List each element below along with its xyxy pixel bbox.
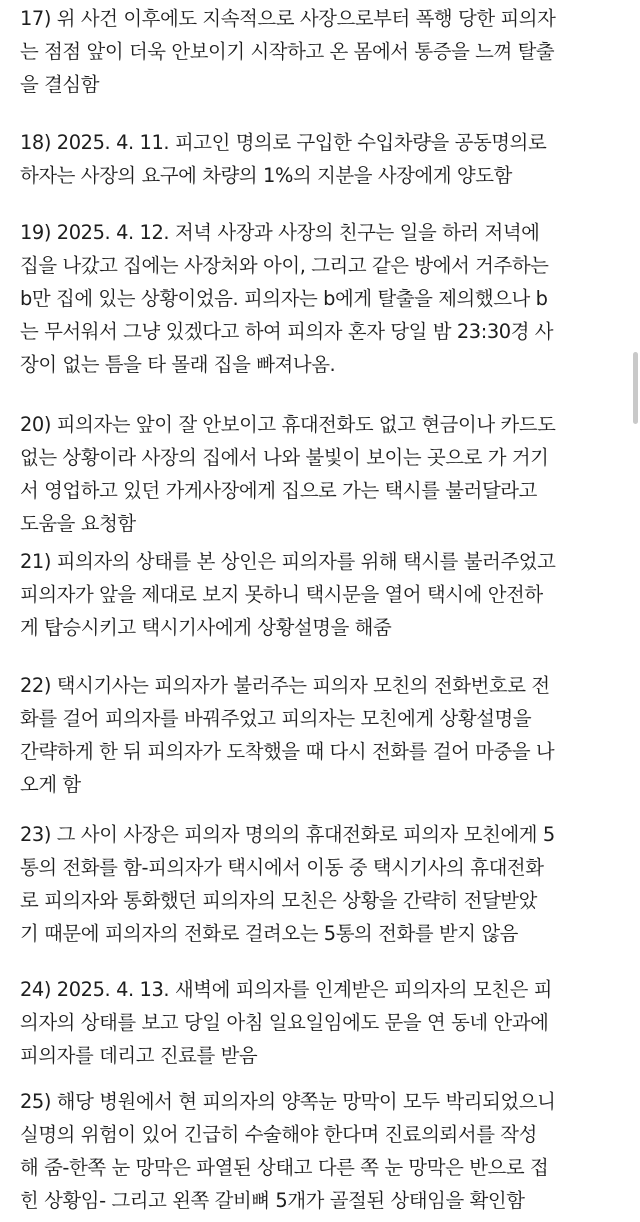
scrollbar-thumb[interactable]	[633, 352, 638, 424]
text-line: 간략하게 한 뒤 피의자가 도착했을 때 다시 전화를 걸어 마중을 나	[20, 740, 555, 763]
text-line: b만 집에 있는 상황이었음. 피의자는 b에게 탈출을 제의했으나 b	[20, 287, 548, 310]
text-line: 19) 2025. 4. 12. 저녁 사장과 사장의 친구는 일을 하러 저녁에	[20, 221, 540, 244]
text-line: 25) 해당 병원에서 현 피의자의 양쪽눈 망막이 모두 박리되었으니	[20, 1090, 556, 1113]
text-line: 20) 피의자는 앞이 잘 안보이고 휴대전화도 없고 현금이나 카드도	[20, 413, 556, 436]
text-line: 실명의 위험이 있어 긴급히 수술해야 한다며 진료의뢰서를 작성	[20, 1123, 537, 1146]
paragraph-17	[20, 2, 620, 101]
text-line: 22) 택시기사는 피의자가 불러주는 피의자 모친의 전화번호로 전	[20, 674, 550, 697]
text-line: 장이 없는 틈을 타 몰래 집을 빠져나옴.	[20, 353, 336, 376]
text-line: 기 때문에 피의자의 전화로 걸려오는 5통의 전화를 받지 않음	[20, 922, 518, 945]
text-line: 없는 상황이라 사장의 집에서 나와 불빛이 보이는 곳으로 가 거기	[20, 446, 549, 469]
text-line: 는 무서워서 그냥 있겠다고 하여 피의자 혼자 당일 밤 23:30경 사	[20, 320, 554, 343]
text-line: 통의 전화를 함-피의자가 택시에서 이동 중 택시기사의 휴대전화	[20, 856, 544, 879]
text-line: 화를 걸어 피의자를 바꿔주었고 피의자는 모친에게 상황설명을	[20, 707, 532, 730]
text-line: 피의자가 앞을 제대로 보지 못하니 택시문을 열어 택시에 안전하	[20, 583, 543, 606]
paragraph-25	[20, 1085, 620, 1217]
text-line: 도움을 요청함	[20, 512, 136, 535]
text-line: 는 점점 앞이 더욱 안보이기 시작하고 온 몸에서 통증을 느껴 탈출	[20, 40, 555, 63]
text-line: 을 결심함	[20, 73, 100, 96]
text-line: 해 줌-한쪽 눈 망막은 파열된 상태고 다른 쪽 눈 망막은 반으로 접	[20, 1156, 549, 1179]
text-line: 게 탑승시키고 택시기사에게 상황설명을 해줌	[20, 616, 392, 639]
paragraph-20	[20, 408, 620, 540]
paragraph-18	[20, 126, 620, 192]
text-line: 서 영업하고 있던 가게사장에게 집으로 가는 택시를 불러달라고	[20, 479, 537, 502]
paragraph-19	[20, 216, 620, 381]
text-line: 18) 2025. 4. 11. 피고인 명의로 구입한 수입차량을 공동명의로	[20, 131, 547, 154]
text-line: 오게 함	[20, 773, 81, 796]
text-line: 24) 2025. 4. 13. 새벽에 피의자를 인계받은 피의자의 모친은 피	[20, 978, 553, 1001]
text-line: 21) 피의자의 상태를 본 상인은 피의자를 위해 택시를 불러주었고	[20, 550, 556, 573]
paragraph-23	[20, 818, 620, 950]
text-line: 집을 나갔고 집에는 사장처와 아이, 그리고 같은 방에서 거주하는	[20, 254, 549, 277]
text-line: 의자의 상태를 보고 당일 아침 일요일임에도 문을 연 동네 안과에	[20, 1011, 549, 1034]
paragraph-24	[20, 973, 620, 1072]
text-line: 23) 그 사이 사장은 피의자 명의의 휴대전화로 피의자 모친에게 5	[20, 823, 555, 846]
paragraph-22	[20, 669, 620, 801]
text-line: 17) 위 사건 이후에도 지속적으로 사장으로부터 폭행 당한 피의자	[20, 7, 556, 30]
paragraph-21	[20, 545, 620, 644]
text-line: 로 피의자와 통화했던 피의자의 모친은 상황을 간략히 전달받았	[20, 889, 537, 912]
text-line: 힌 상황임- 그리고 왼쪽 갈비뼈 5개가 골절된 상태임을 확인함	[20, 1189, 525, 1212]
text-line: 하자는 사장의 요구에 차량의 1%의 지분을 사장에게 양도함	[20, 164, 512, 187]
text-line: 피의자를 데리고 진료를 받음	[20, 1044, 258, 1067]
